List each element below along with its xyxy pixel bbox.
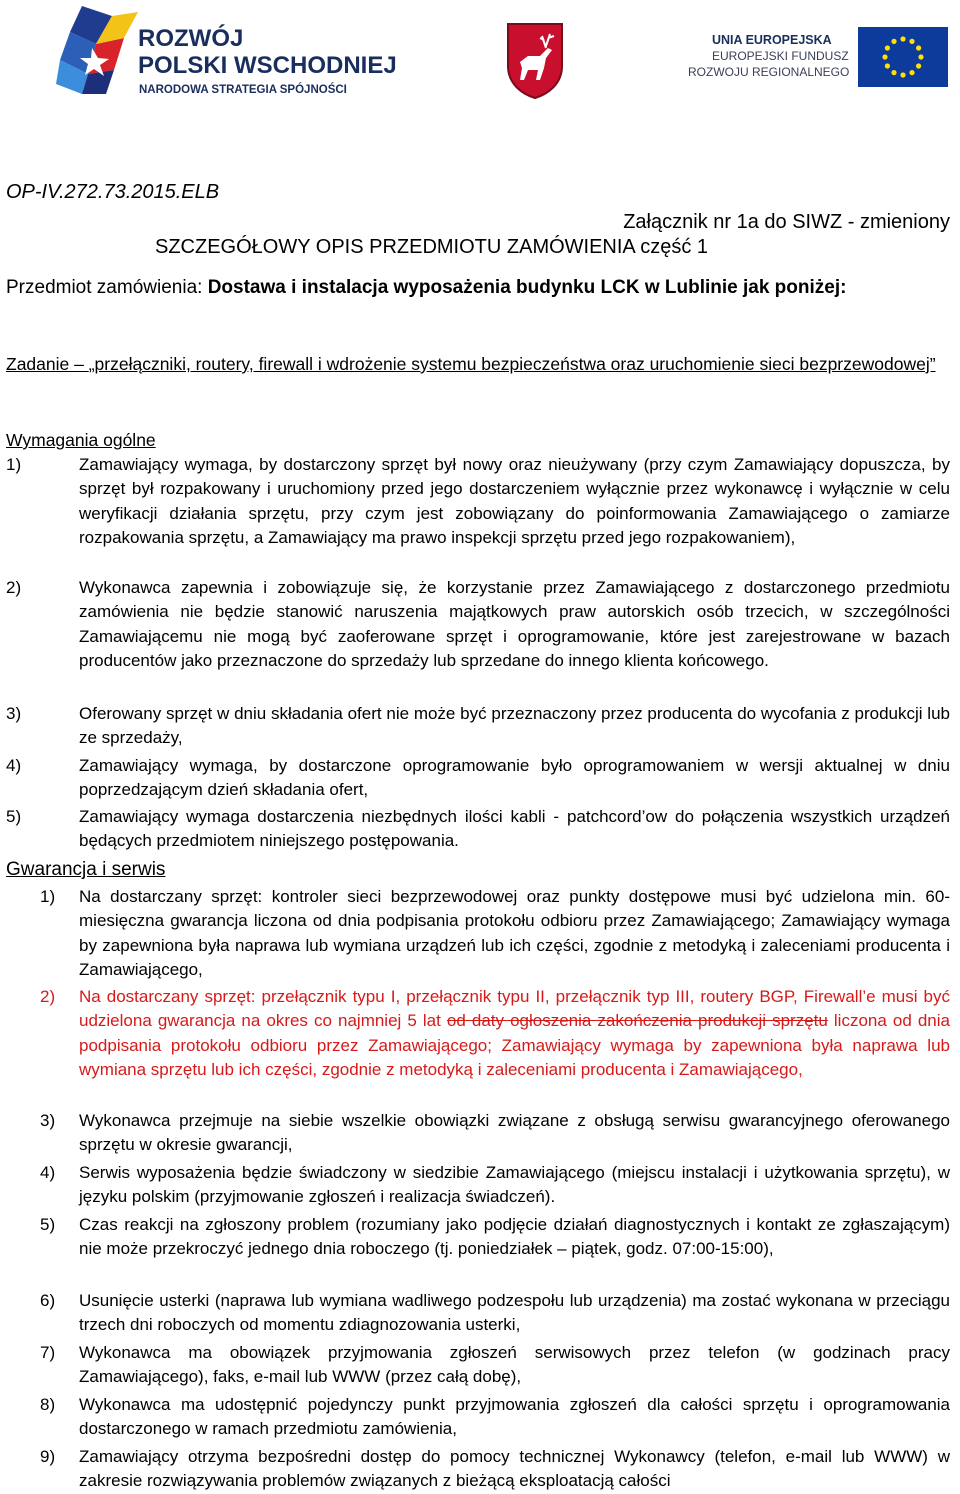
eu-flag-icon <box>858 27 948 87</box>
list-number: 3) <box>40 1111 56 1130</box>
task-paragraph <box>6 352 950 376</box>
task-label: Zadanie – <box>6 354 89 374</box>
general-item-2 <box>6 576 950 674</box>
eu-logo-line3: ROZWOJU REGIONALNEGO <box>688 65 850 79</box>
list-item-text: Serwis wyposażenia będzie świadczony w siedzibie Zamawiającego (miejscu instalacji i użytkowania sprzętu), w języku polskim (przyjmowanie zgłoszeń i realizacja świadczeń). <box>79 1163 950 1207</box>
list-number: 8) <box>40 1395 56 1414</box>
list-number: 4) <box>40 1163 56 1182</box>
warranty-item-3 <box>6 1109 950 1158</box>
eu-logo-line1: UNIA EUROPEJSKA <box>712 33 832 47</box>
general-item-5 <box>6 805 950 854</box>
subject-value: Dostawa i instalacja wyposażenia budynku LCK w Lublinie jak poniżej: <box>207 277 847 298</box>
general-item-1 <box>6 453 950 551</box>
list-item-text: Wykonawca zapewnia i zobowiązuje się, że korzystanie przez Zamawiającego z dostarczonego przedmiotu zamówienia nie będzie stanowić naruszenia majątkowych praw autorskich osób trzecich, w szczególności Zamawiającemu nie mogą być zaoferowane sprzęt i oprogramowanie, które jest zarejestrowane w bazach producentów jako przeznaczone do sprzedaży lub sprzedane do innego klienta końcowego. <box>79 578 950 671</box>
list-number: 3) <box>6 704 22 723</box>
list-number: 9) <box>40 1447 56 1466</box>
list-number: 1) <box>40 887 56 906</box>
warranty-item-5 <box>6 1213 950 1262</box>
rpw-logo <box>52 4 402 100</box>
general-item-4 <box>6 754 950 803</box>
eu-logo <box>688 30 950 90</box>
list-item-text: Wykonawca przejmuje na siebie wszelkie obowiązki związane z obsługą serwisu gwarancyjnego oferowanego sprzętu w okresie gwarancji, <box>79 1111 950 1155</box>
list-item-text: Czas reakcji na zgłoszony problem (rozumiany jako podjęcie działań diagnostycznych i kontakt ze zgłaszającym) nie może przekroczyć jednego dnia roboczego (tj. poniedziałek – piątek, godz. 07:00-15:00), <box>79 1215 950 1259</box>
deer-shield-icon <box>506 22 564 100</box>
amended-text-b: liczona od dnia podpisania protokołu odbioru przez Zamawiającego; Zamawiający wymaga by zapewniona była naprawa lub wymiana sprzętu lub ich części, zgodnie z metodyką i zaleceniami producenta i Zamawiającego, <box>79 1011 950 1080</box>
rpw-logo-line2: POLSKI WSCHODNIEJ <box>138 52 397 79</box>
list-item-text: Zamawiający wymaga, by dostarczony sprzęt był nowy oraz nieużywany (przy czym Zamawiający dopuszcza, by sprzęt był rozpakowany i uruchomiony przed jego dostarczeniem wyłącznie przez wykonawcę i wyłącznie w celu weryfikacji działania sprzętu, przy czym jest zobowiązany do poinformowania Zamawiającego o zamiarze rozpakowania sprzętu, a Zamawiający ma prawo inspekcji sprzętu przed jego rozpakowaniem), <box>79 455 950 548</box>
warranty-item-6 <box>6 1289 950 1338</box>
list-number: 1) <box>6 455 22 474</box>
document-reference: OP-IV.272.73.2015.ELB <box>6 181 220 203</box>
list-item-text: Zamawiający wymaga, by dostarczone oprogramowanie było oprogramowaniem w wersji aktualnej w dniu poprzedzającym dzień składania ofert, <box>79 756 950 800</box>
list-number: 6) <box>40 1291 56 1310</box>
list-item-text: Usunięcie usterki (naprawa lub wymiana wadliwego podzespołu lub urządzenia) ma zostać wykonana w przeciągu trzech dni roboczych od momentu zdiagnozowania usterki, <box>79 1291 950 1335</box>
annex-label: Załącznik nr 1a do SIWZ - zmieniony <box>623 211 950 233</box>
list-number: 2) <box>40 987 56 1006</box>
subject-paragraph <box>6 275 950 300</box>
amended-text-a: Na dostarczany sprzęt: przełącznik typu I, przełącznik typu II, przełącznik typ III, routery BGP, Firewall’e musi być udzielona gwarancja na okres co najmniej 5 lat <box>79 987 950 1031</box>
document-title: SZCZEGÓŁOWY OPIS PRZEDMIOTU ZAMÓWIENIA część 1 <box>155 236 709 258</box>
subject-label: Przedmiot zamówienia: <box>6 277 208 298</box>
struck-text: od daty ogłoszenia zakończenia produkcji sprzętu <box>446 1011 828 1031</box>
warranty-item-2-amended <box>6 985 950 1083</box>
warranty-item-9 <box>6 1445 950 1494</box>
rpw-logo-mark <box>52 4 140 96</box>
list-number: 2) <box>6 578 22 597</box>
list-item-text: Na dostarczany sprzęt: kontroler sieci bezprzewodowej oraz punkty dostępowe musi być udzielona min. 60-miesięczna gwarancja liczona od dnia podpisania protokołu odbioru przez Zamawiającego; Zamawiający wymaga by zapewniona była naprawa lub wymiana urządzeń lub ich części, zgodnie z metodyką i zaleceniami producenta i Zamawiającego, <box>79 887 950 980</box>
warranty-item-8 <box>6 1393 950 1442</box>
warranty-heading: Gwarancja i serwis <box>6 859 166 880</box>
task-value: „przełączniki, routery, firewall i wdrożenie systemu bezpieczeństwa oraz uruchomienie sieci bezprzewodowej” <box>88 354 936 374</box>
list-item-text <box>79 985 950 1083</box>
warranty-item-4 <box>6 1161 950 1210</box>
list-item-text: Zamawiający otrzyma bezpośredni dostęp do pomocy technicznej Wykonawcy (telefon, e-mail lub WWW) w zakresie rozwiązywania problemów związanych z bieżącą eksploatacją całości <box>79 1447 950 1491</box>
list-number: 4) <box>6 756 22 775</box>
warranty-item-1 <box>6 885 950 983</box>
list-number: 7) <box>40 1343 56 1362</box>
list-item-text: Oferowany sprzęt w dniu składania ofert nie może być przeznaczony przez producenta do wycofania z produkcji lub ze sprzedaży, <box>79 704 950 748</box>
list-item-text: Wykonawca ma udostępnić pojedynczy punkt przyjmowania zgłoszeń dla całości sprzętu i oprogramowania dostarczonego w ramach przedmiotu zamówienia, <box>79 1395 950 1439</box>
list-item-text: Wykonawca ma obowiązek przyjmowania zgłoszeń serwisowych przez telefon (w godzinach pracy Zamawiającego), faks, e-mail lub WWW (przez całą dobę), <box>79 1343 950 1387</box>
general-item-3 <box>6 702 950 751</box>
rpw-logo-line3: NARODOWA STRATEGIA SPÓJNOŚCI <box>139 84 347 96</box>
general-requirements-heading: Wymagania ogólne <box>6 430 156 450</box>
list-item-text: Zamawiający wymaga dostarczenia niezbędnych ilości kabli - patchcord’ow do połączenia wszystkich urządzeń będących przedmiotem niniejszego postępowania. <box>79 807 950 851</box>
eu-logo-line2: EUROPEJSKI FUNDUSZ <box>712 49 849 63</box>
lublin-coat-of-arms <box>506 22 564 100</box>
list-number: 5) <box>40 1215 56 1234</box>
warranty-item-7 <box>6 1341 950 1390</box>
rpw-logo-line1: ROZWÓJ <box>138 25 244 52</box>
list-number: 5) <box>6 807 22 826</box>
